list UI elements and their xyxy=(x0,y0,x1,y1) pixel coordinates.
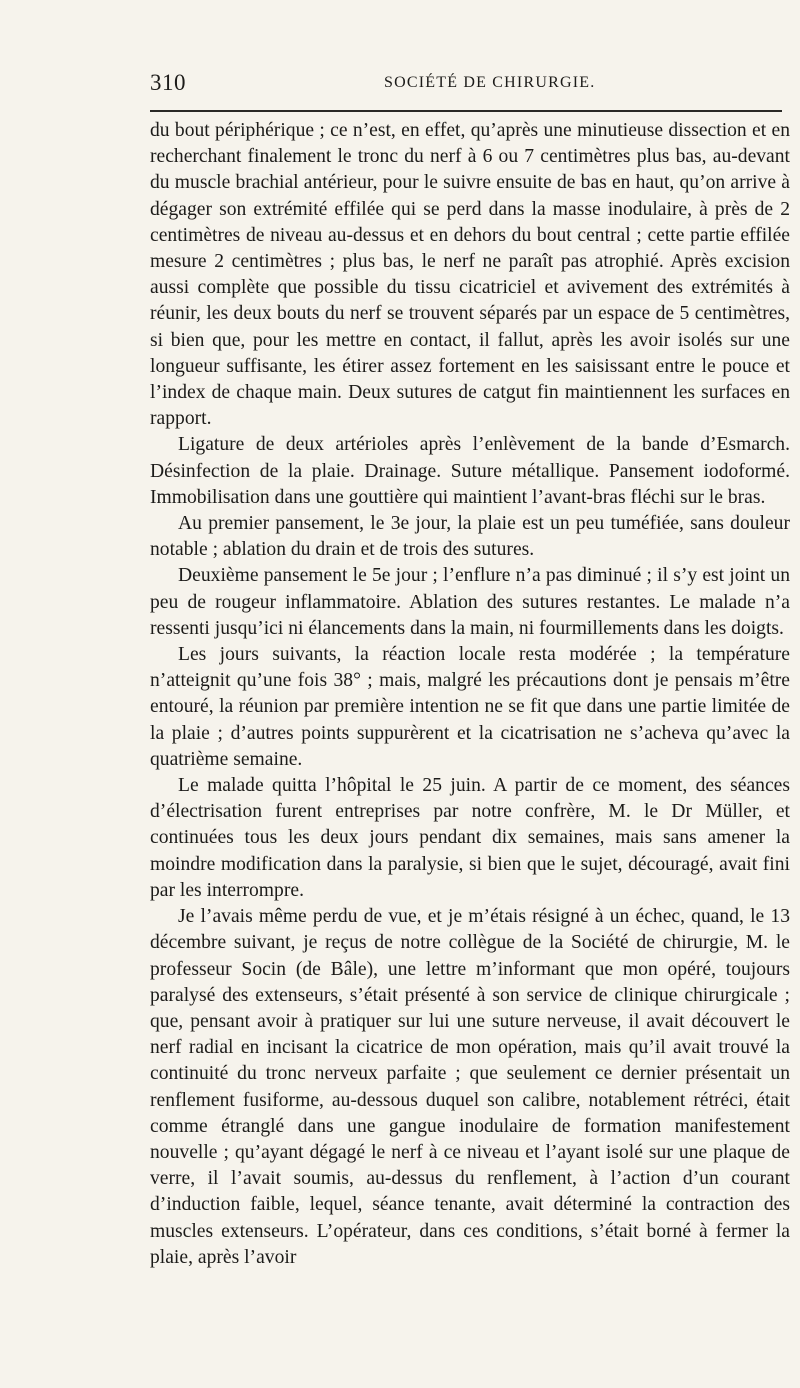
paragraph-2: Ligature de deux artérioles après l’enlèvement de la bande d’Esmarch. Désinfection de la plaie. Drainage. Suture métallique. Pansement iodoformé. Immobilisation dans une gouttière qui maintient l’avant-bras fléchi sur le bras. xyxy=(150,434,790,508)
paragraph-6: Le malade quitta l’hôpital le 25 juin. A partir de ce moment, des séances d’électrisation furent entreprises par notre confrère, M. le Dr Müller, et continuées tous les deux jours pendant dix semaines, mais sans amener la moindre modification dans la paralysie, si bien que le sujet, découragé, avait fini par les interrompre. xyxy=(150,775,790,901)
header-rule xyxy=(150,110,782,112)
running-title: SOCIÉTÉ DE CHIRURGIE. xyxy=(384,74,596,91)
page-header xyxy=(150,70,780,104)
paragraph-1: du bout périphérique ; ce n’est, en effet, qu’après une minutieuse dissection et en recherchant finalement le tronc du nerf à 6 ou 7 centimètres plus bas, au-devant du muscle brachial antérieur, pour le suivre ensuite de bas en haut, qu’on arrive à dégager son extrémité effilée qui se perd dans la masse inodulaire, à près de 2 centimètres de niveau au-dessus et en dehors du bout central ; cette partie effilée mesure 2 centimètres ; plus bas, le nerf ne paraît pas atrophié. Après excision aussi complète que possible du tissu cicatriciel et avivement des extrémités à réunir, les deux bouts du nerf se trouvent séparés par un espace de 5 centimètres, si bien que, pour les mettre en contact, il fallut, après les avoir isolés sur une longueur suffisante, les étirer assez fortement en les saisissant entre le pouce et l’index de chaque main. Deux sutures de catgut fin maintiennent les surfaces en rapport. xyxy=(150,120,790,430)
paragraph-3: Au premier pansement, le 3e jour, la plaie est un peu tuméfiée, sans douleur notable ; ablation du drain et de trois des sutures. xyxy=(150,513,790,561)
paragraph-4: Deuxième pansement le 5e jour ; l’enflure n’a pas diminué ; il s’y est joint un peu de rougeur inflammatoire. Ablation des sutures restantes. Le malade n’a ressenti jusqu’ici ni élancements dans la main, ni fourmillements dans les doigts. xyxy=(150,565,790,639)
body-text xyxy=(150,118,790,1271)
paragraph-7: Je l’avais même perdu de vue, et je m’étais résigné à un échec, quand, le 13 décembre suivant, je reçus de notre collègue de la Société de chirurgie, M. le professeur Socin (de Bâle), une lettre m’informant que mon opéré, toujours paralysé des extenseurs, s’était présenté à son service de clinique chirurgicale ; que, pensant avoir à pratiquer sur lui une suture nerveuse, il avait découvert le nerf radial en incisant la cicatrice de mon opération, mais qu’il avait trouvé la continuité du tronc nerveux parfaite ; que seulement ce dernier présentait un renflement fusiforme, au-dessous duquel son calibre, notablement rétréci, était comme étranglé dans une gangue inodulaire de formation manifestement nouvelle ; qu’ayant dégagé le nerf à ce niveau et l’ayant isolé sur une plaque de verre, il l’avait soumis, au-dessus du renflement, à l’action d’un courant d’induction faible, lequel, séance tenante, avait déterminé la contraction des muscles extenseurs. L’opérateur, dans ces conditions, s’était borné à fermer la plaie, après l’avoir xyxy=(150,906,790,1268)
paragraph-5: Les jours suivants, la réaction locale resta modérée ; la température n’atteignit qu’une fois 38° ; mais, malgré les précautions dont je pensais m’être entouré, la réunion par première intention ne se fit que dans une partie limitée de la plaie ; d’autres points suppurèrent et la cicatrisation ne s’acheva qu’avec la quatrième semaine. xyxy=(150,644,790,770)
page-number: 310 xyxy=(150,70,186,95)
